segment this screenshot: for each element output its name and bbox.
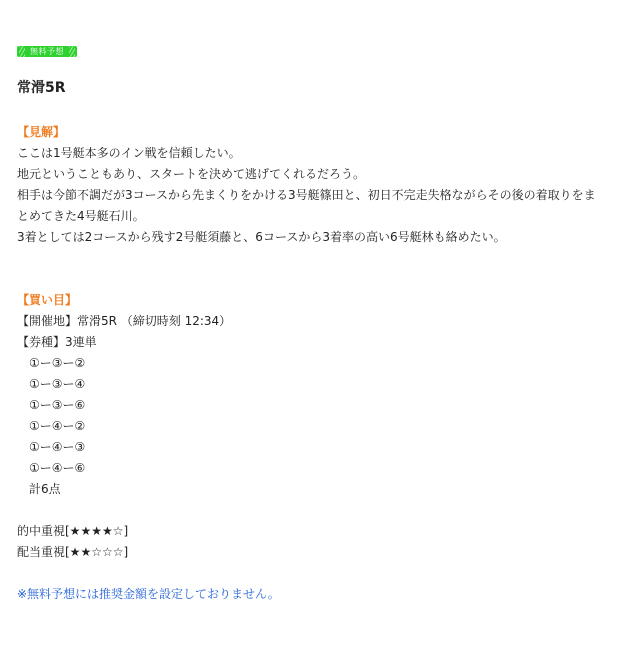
notice-text: ※無料予想には推奨金額を設定しておりません。 xyxy=(17,587,280,601)
picks-section xyxy=(17,290,617,500)
picks-heading: 【買い目】 xyxy=(17,293,78,307)
analysis-line: 地元ということもあり、スタートを決めて逃げてくれるだろう。 xyxy=(17,167,366,181)
combo-item: ①ー③ー④ xyxy=(29,377,86,391)
bet-type-line: 【券種】3連単 xyxy=(17,335,97,349)
hit-focus-rating: 的中重視[★★★★☆] xyxy=(17,524,129,538)
analysis-line: ここは1号艇本多のイン戦を信頼したい。 xyxy=(17,146,241,160)
venue-line: 【開催地】常滑5R （締切時刻 12:34） xyxy=(17,314,232,328)
free-prediction-badge: 無料予想 xyxy=(17,46,77,57)
combo-item: ①ー④ー③ xyxy=(29,440,86,454)
analysis-line: 3着としては2コースから残す2号艇須藤と、6コースから3着率の高い6号艇林も絡めたい。 xyxy=(17,230,506,244)
race-title: 常滑5R xyxy=(17,80,66,96)
combo-total: 計6点 xyxy=(29,482,61,496)
combo-item: ①ー④ー② xyxy=(29,419,86,433)
combo-item: ①ー③ー② xyxy=(29,356,86,370)
combo-item: ①ー③ー⑥ xyxy=(29,398,86,412)
analysis-line: 相手は今節不調だが3コースから先まくりをかける3号艇篠田と、初日不完走失格ながらその後の着取りをまとめてきた4号艇石川。 xyxy=(17,188,596,223)
ratings-section xyxy=(17,521,617,563)
analysis-section xyxy=(17,122,617,248)
payout-focus-rating: 配当重視[★★☆☆☆] xyxy=(17,545,129,559)
combo-item: ①ー④ー⑥ xyxy=(29,461,86,475)
analysis-heading: 【見解】 xyxy=(17,125,66,139)
